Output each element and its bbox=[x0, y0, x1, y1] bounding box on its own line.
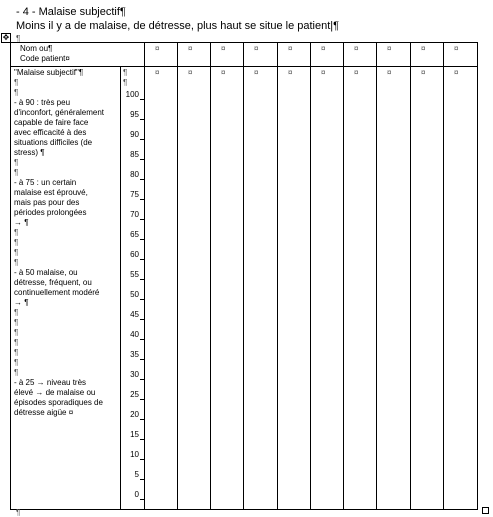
paragraph-mark: ¶ bbox=[123, 68, 128, 77]
cell-mark: ¤ bbox=[254, 44, 259, 53]
scale-tick-label: 60 bbox=[130, 250, 139, 259]
scale-marks bbox=[123, 68, 127, 88]
scale-tick-label: 75 bbox=[130, 190, 139, 199]
rating-cell[interactable] bbox=[311, 67, 344, 510]
scale-tick-label: 5 bbox=[134, 470, 139, 479]
cell-mark: ¤ bbox=[421, 68, 426, 77]
cell-mark: ¤ bbox=[288, 44, 293, 53]
description-line: capable de faire face bbox=[14, 118, 89, 127]
assessment-table bbox=[10, 42, 478, 510]
cell-mark: ¤ bbox=[321, 68, 326, 77]
description-line: avec efficacité à des bbox=[14, 128, 87, 137]
header-cell[interactable] bbox=[278, 43, 311, 67]
paragraph-mark: ¶ bbox=[16, 508, 21, 517]
scale-tick-mark bbox=[140, 439, 144, 440]
scale-tick-label: 100 bbox=[125, 90, 139, 99]
scale-tick-mark bbox=[140, 419, 144, 420]
patient-name-cell[interactable] bbox=[11, 43, 145, 67]
cell-mark: ¤ bbox=[288, 68, 293, 77]
rating-cell[interactable] bbox=[145, 67, 178, 510]
description-line: périodes prolongées bbox=[14, 208, 87, 217]
scale-tick-label: 20 bbox=[130, 410, 139, 419]
paragraph-mark: ¶ bbox=[14, 248, 19, 257]
cell-mark: ¤ bbox=[321, 44, 326, 53]
paragraph-mark: ¶ bbox=[14, 88, 19, 97]
scale-tick-mark bbox=[140, 399, 144, 400]
table-resize-handle[interactable] bbox=[482, 507, 489, 514]
header-cell[interactable] bbox=[344, 43, 377, 67]
scale-tick-label: 45 bbox=[130, 310, 139, 319]
scale-tick-label: 55 bbox=[130, 270, 139, 279]
scale-tick-mark bbox=[140, 99, 144, 100]
cell-mark: ¤ bbox=[221, 44, 226, 53]
rating-cell[interactable] bbox=[344, 67, 377, 510]
scale-description bbox=[11, 67, 120, 418]
header-cell[interactable] bbox=[444, 43, 478, 67]
paragraph-mark: ¶ bbox=[14, 168, 19, 177]
scale-tick-label: 10 bbox=[130, 450, 139, 459]
cell-mark: ¤ bbox=[155, 44, 160, 53]
scale-tick-mark bbox=[140, 279, 144, 280]
scale-tick-mark bbox=[140, 119, 144, 120]
scale-tick-mark bbox=[140, 259, 144, 260]
cell-mark: ¤ bbox=[421, 44, 426, 53]
header-cell[interactable] bbox=[411, 43, 444, 67]
paragraph-mark: ¶ bbox=[14, 228, 19, 237]
scale-tick-label: 40 bbox=[130, 330, 139, 339]
cell-mark: ¤ bbox=[354, 68, 359, 77]
rating-cell[interactable] bbox=[377, 67, 411, 510]
scale-tick-mark bbox=[140, 159, 144, 160]
section-subtitle: Moins il y a de malaise, de détresse, plus haut se situe le patient|¶ bbox=[16, 20, 340, 32]
description-line: - à 75 : un certain bbox=[14, 178, 77, 187]
description-line: stress) ¶ bbox=[14, 148, 45, 157]
paragraph-mark: ¶ bbox=[14, 258, 19, 267]
header-cell[interactable] bbox=[311, 43, 344, 67]
section-title: - 4 - Malaise subjectif¶ bbox=[16, 6, 126, 18]
cell-mark: ¤ bbox=[354, 44, 359, 53]
description-line: épisodes sporadiques de bbox=[14, 398, 103, 407]
scale-tick-mark bbox=[140, 499, 144, 500]
scale-tick-label: 70 bbox=[130, 210, 139, 219]
scale-tick-mark bbox=[140, 299, 144, 300]
paragraph-mark: ¶ bbox=[14, 358, 19, 367]
cell-mark: ¤ bbox=[454, 44, 459, 53]
scale-tick-label: 30 bbox=[130, 370, 139, 379]
description-line: élevé → de malaise ou bbox=[14, 388, 96, 397]
paragraph-mark: ¶ bbox=[14, 78, 19, 87]
paragraph-mark: ¶ bbox=[16, 34, 21, 43]
cell-mark: ¤ bbox=[188, 44, 193, 53]
table-move-handle-icon[interactable]: ✥ bbox=[2, 33, 10, 42]
description-line: détresse, fréquent, ou bbox=[14, 278, 92, 287]
rating-cell[interactable] bbox=[211, 67, 244, 510]
description-line: malaise est éprouvé, bbox=[14, 188, 88, 197]
cell-mark: ¤ bbox=[387, 68, 392, 77]
rating-cell[interactable] bbox=[411, 67, 444, 510]
cell-mark: ¤ bbox=[155, 68, 160, 77]
scale-tick-label: 50 bbox=[130, 290, 139, 299]
paragraph-mark: ¶ bbox=[14, 318, 19, 327]
scale-tick-mark bbox=[140, 239, 144, 240]
paragraph-mark: ¶ bbox=[14, 158, 19, 167]
cell-mark: ¤ bbox=[254, 68, 259, 77]
scale-tick-label: 65 bbox=[130, 230, 139, 239]
paragraph-mark: ¶ bbox=[123, 78, 128, 87]
scale-tick-label: 25 bbox=[130, 390, 139, 399]
description-line: - à 50 malaise, ou bbox=[14, 268, 78, 277]
header-cell[interactable] bbox=[244, 43, 278, 67]
cell-mark: ¤ bbox=[188, 68, 193, 77]
scale-tick-mark bbox=[140, 219, 144, 220]
scale-tick-mark bbox=[140, 339, 144, 340]
paragraph-mark: ¶ bbox=[14, 368, 19, 377]
scale-tick-mark bbox=[140, 459, 144, 460]
paragraph-mark: ¶ bbox=[14, 238, 19, 247]
cell-mark: ¤ bbox=[387, 44, 392, 53]
rating-cell[interactable] bbox=[278, 67, 311, 510]
scale-tick-label: 95 bbox=[130, 110, 139, 119]
paragraph-mark: ¶ bbox=[14, 348, 19, 357]
section-label: "Malaise subjectif"¶ bbox=[14, 68, 84, 77]
rating-cell[interactable] bbox=[178, 67, 211, 510]
scale-cell[interactable] bbox=[121, 67, 145, 510]
header-cell[interactable] bbox=[145, 43, 178, 67]
description-line: situations difficiles (de bbox=[14, 138, 93, 147]
patient-code-label: Code patient¤ bbox=[20, 54, 70, 63]
scale-tick-label: 90 bbox=[130, 130, 139, 139]
scale-tick-mark bbox=[140, 179, 144, 180]
description-line: → ¶ bbox=[14, 218, 29, 227]
scale-tick-mark bbox=[140, 139, 144, 140]
cell-mark: ¤ bbox=[221, 68, 226, 77]
description-line: → ¶ bbox=[14, 298, 29, 307]
description-line: d'inconfort, généralement bbox=[14, 108, 105, 117]
rating-cell[interactable] bbox=[244, 67, 278, 510]
description-line: - à 25 → niveau très bbox=[14, 378, 87, 387]
paragraph-mark: ¶ bbox=[14, 338, 19, 347]
description-line: détresse aigüe ¤ bbox=[14, 408, 74, 417]
scale-tick-label: 0 bbox=[134, 490, 139, 499]
rating-row bbox=[11, 67, 478, 510]
scale-tick-label: 80 bbox=[130, 170, 139, 179]
patient-name-label: Nom ou¶ bbox=[20, 44, 53, 53]
header-row bbox=[11, 43, 478, 67]
scale-tick-label: 85 bbox=[130, 150, 139, 159]
scale-tick-mark bbox=[140, 199, 144, 200]
description-line: continuellement modéré bbox=[14, 288, 100, 297]
header-cell[interactable] bbox=[211, 43, 244, 67]
scale-tick-mark bbox=[140, 319, 144, 320]
header-cell[interactable] bbox=[178, 43, 211, 67]
scale-tick-label: 35 bbox=[130, 350, 139, 359]
header-cell[interactable] bbox=[377, 43, 411, 67]
description-cell[interactable] bbox=[11, 67, 121, 510]
cell-mark: ¤ bbox=[454, 68, 459, 77]
description-line: mais pas pour des bbox=[14, 198, 80, 207]
paragraph-mark: ¶ bbox=[14, 308, 19, 317]
scale-tick-mark bbox=[140, 479, 144, 480]
rating-cell[interactable] bbox=[444, 67, 478, 510]
paragraph-mark: ¶ bbox=[14, 328, 19, 337]
scale-tick-label: 15 bbox=[130, 430, 139, 439]
scale-tick-mark bbox=[140, 359, 144, 360]
description-line: - à 90 : très peu bbox=[14, 98, 71, 107]
scale-tick-mark bbox=[140, 379, 144, 380]
